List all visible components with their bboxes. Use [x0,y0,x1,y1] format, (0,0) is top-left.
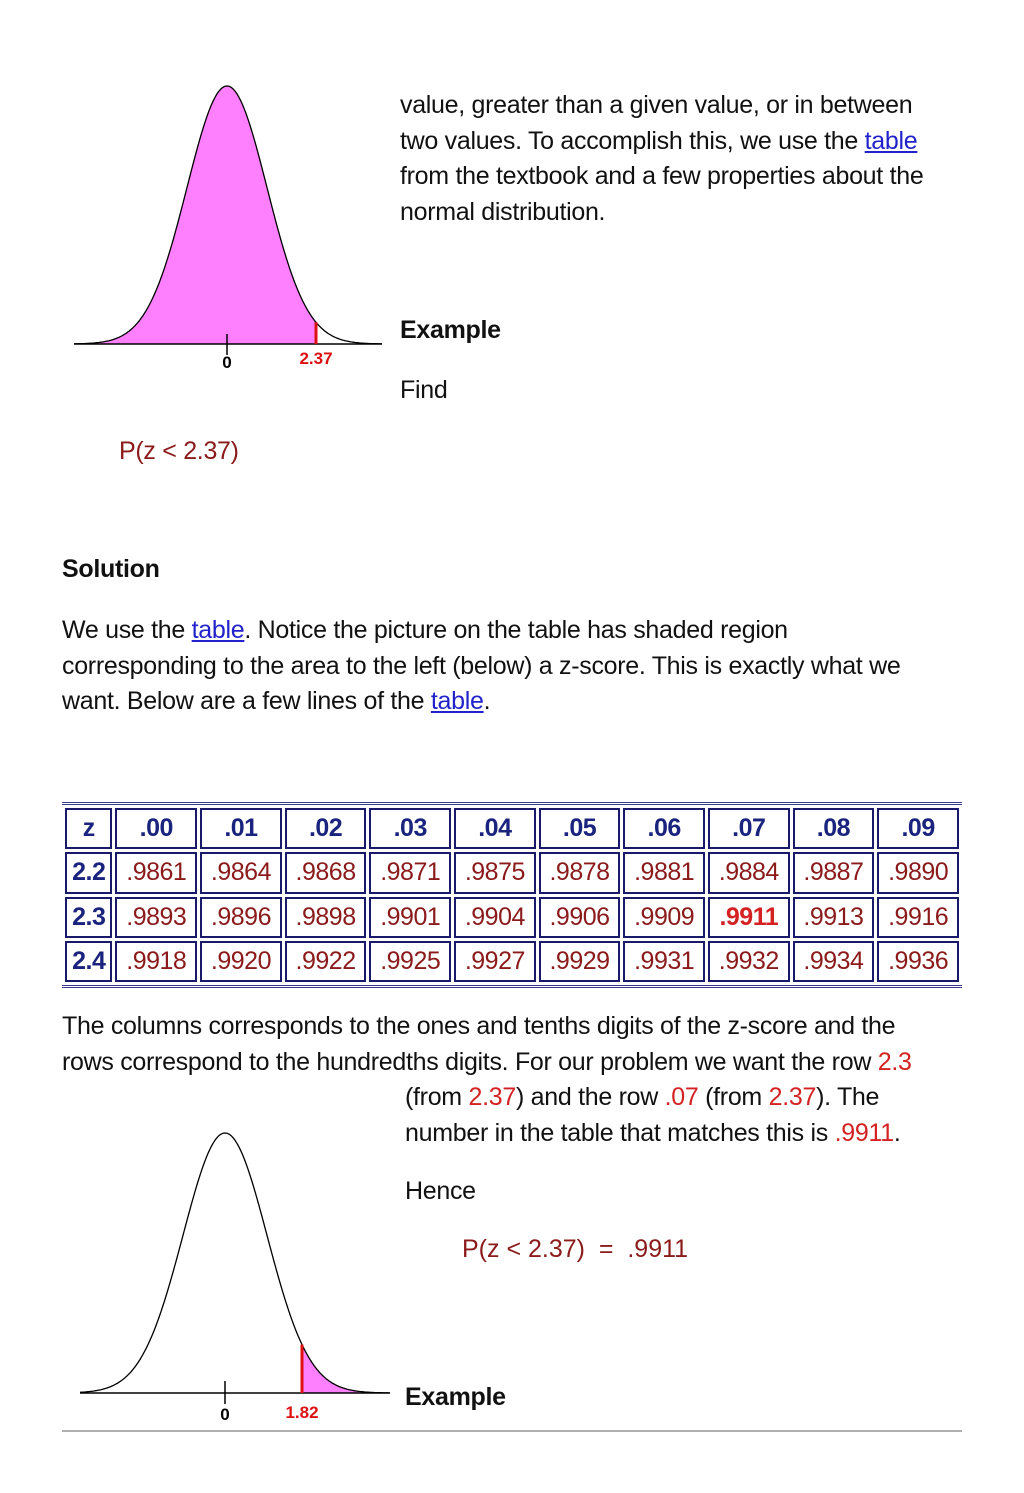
table-cell: .9909 [623,897,705,938]
table-cell: .9868 [285,852,367,893]
table-link[interactable]: table [191,616,245,644]
solution-line-3: want. Below are a few lines of the table. [62,687,491,715]
table-cell: .9911 [708,897,790,938]
table-cell: .9884 [708,852,790,893]
find-label: Find [400,376,448,404]
table-cell: .9927 [454,941,536,982]
explanation-paragraph [62,1009,982,1080]
table-cell: .9893 [115,897,197,938]
table-cell: .9878 [539,852,621,893]
table-cell: .9936 [877,941,959,982]
table-cell: .9929 [539,941,621,982]
row-header: 2.2 [65,852,112,893]
explanation-line-4: number in the table that matches this is .9911. [405,1118,901,1147]
table-cell: .9901 [369,897,451,938]
column-header: .03 [369,808,451,849]
result-expression: P(z < 2.37) = .9911 [462,1235,689,1263]
curve-line [80,1133,390,1393]
intro-paragraph [400,88,980,230]
table-link[interactable]: table [430,687,484,715]
column-header: .04 [454,808,536,849]
table-cell: .9898 [285,897,367,938]
table-cell: .9871 [369,852,451,893]
table-cell: .9932 [708,941,790,982]
column-header: .07 [708,808,790,849]
column-header: .00 [115,808,197,849]
column-header: .06 [623,808,705,849]
table-cell: .9920 [200,941,282,982]
table-link[interactable]: table [864,126,918,155]
table-cell: .9881 [623,852,705,893]
problem-expression: P(z < 2.37) [119,437,239,465]
table-cell: .9890 [877,852,959,893]
table-cell: .9875 [454,852,536,893]
solution-line-1: We use the table. Notice the picture on the table has shaded region [62,616,788,644]
column-header: .08 [793,808,875,849]
cut-label: 2.37 [299,349,333,368]
shaded-area-left [74,86,316,344]
table-cell: .9918 [115,941,197,982]
table-cell: .9934 [793,941,875,982]
table-cell: .9931 [623,941,705,982]
normal-curve-right-shaded [78,1128,394,1428]
column-header: .01 [200,808,282,849]
solution-heading: Solution [62,555,160,583]
table-cell: .9913 [793,897,875,938]
zero-label: 0 [222,353,232,372]
table-row [65,852,959,893]
table-cell: .9906 [539,897,621,938]
table-cell: .9861 [115,852,197,893]
table-cell: .9896 [200,897,282,938]
column-header: z [65,808,112,849]
example-heading: Example [400,316,501,344]
column-header: .02 [285,808,367,849]
table-cell: .9916 [877,897,959,938]
solution-line-2: corresponding to the area to the left (below) a z-score. This is exactly what we [62,651,901,680]
row-header: 2.4 [65,941,112,982]
table-cell: .9922 [285,941,367,982]
explanation-line-3: (from 2.37) and the row .07 (from 2.37). The [405,1083,880,1111]
table-row [65,897,959,938]
shaded-area-right [302,1345,390,1393]
row-header: 2.3 [65,897,112,938]
cut-label: 1.82 [285,1403,319,1422]
explanation-line-2: rows correspond to the hundredths digits. For our problem we want the row 2.3 [62,1047,912,1076]
table-cell: .9925 [369,941,451,982]
column-header: .09 [877,808,959,849]
table-cell: .9864 [200,852,282,893]
table-header-row [65,808,959,849]
explanation-continued [405,1080,985,1151]
table-cell: .9904 [454,897,536,938]
intro-line-2: two values. To accomplish this, we use the table [400,126,918,155]
normal-curve-left-shaded [70,76,386,376]
hence-label: Hence [405,1177,476,1205]
intro-line-3: from the textbook and a few properties about the [400,162,924,190]
z-table [62,802,962,988]
page-divider [62,1430,962,1432]
table-row [65,941,959,982]
solution-paragraph [62,613,982,720]
zero-label: 0 [220,1405,230,1424]
table-cell: .9887 [793,852,875,893]
intro-line-4: normal distribution. [400,197,606,226]
example-heading-2: Example [405,1383,506,1411]
intro-line-1: value, greater than a given value, or in between [400,91,913,119]
explanation-line-1: The columns corresponds to the ones and tenths digits of the z-score and the [62,1012,896,1040]
column-header: .05 [539,808,621,849]
